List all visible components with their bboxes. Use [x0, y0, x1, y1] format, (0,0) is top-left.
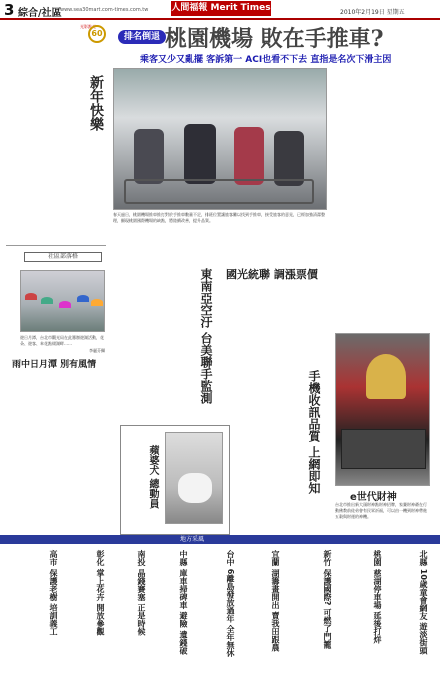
divider: [6, 245, 106, 246]
tourism-headline: 國光統聯 調漲票價: [226, 268, 318, 281]
new-year-headline: 新年快樂: [88, 75, 104, 131]
lake-body-text: [10, 372, 110, 532]
lead-photo-caption: 春天過日，桃園機場推車推打對於手推車數量不足，排班位置讓旅客難以找到手推車，接受旅客的意見，已經加強清潔整理，顯現桃園國際機場的缺點，將陸續改善，提升品質。: [113, 212, 325, 223]
local-headline: 宜蘭 湖籌畫開出 賣我田跟農: [271, 550, 280, 652]
left-body-text: [6, 25, 82, 145]
traveler-figure: [184, 124, 216, 184]
local-section-bar: [0, 535, 440, 544]
rank-badge: 排名倒退: [118, 30, 166, 44]
lake-caption: 遊日月潭，台北市觀光局在此籌辦遊湖活動，花朵、遊客、傘花點綴湖畔……: [20, 335, 104, 346]
god-figure: [366, 354, 406, 399]
pets-headline: 蘋婆犬 總動員: [147, 445, 158, 509]
traveler-figure: [274, 131, 304, 186]
masthead-logo: 人間福報 Merit Times: [171, 1, 271, 16]
umbrella-icon: [91, 299, 103, 306]
umbrella-icon: [41, 297, 53, 304]
money-god-caption: 台北市推出新大頭財神點財神招牌，家賽財神爺在行動佛教前徒弟會有民眾祈福，可以由一機到財神帶進五穀與財運的神機。: [335, 502, 427, 519]
traveler-figure: [234, 127, 264, 185]
local-headline: 北縣 10歲童會網友 遊淡街頭: [419, 550, 428, 655]
dog-figure: [178, 473, 212, 503]
dateline: 2010年2月19日 星期五: [340, 9, 405, 16]
luggage-cart: [124, 179, 314, 204]
blog-label: 社區部落格: [24, 252, 102, 262]
southeast-asia-headline: 東南亞空汙 台美聯手監測: [199, 268, 213, 405]
airport-photo: [113, 68, 327, 210]
money-god-photo: [335, 333, 430, 486]
section-title: 綜合/社區: [18, 8, 62, 19]
umbrella-icon: [77, 295, 89, 302]
ad-label: 光影點亮: [80, 24, 96, 29]
local-headline: 高市 保護老樹 培訓義工: [49, 550, 58, 636]
ad-badge-icon: 60: [88, 25, 106, 43]
local-headline: 彰化 掌上花卉 開放參觀: [96, 550, 105, 636]
lead-subhead: 乘客又少又亂擺 客訴第一 ACI也看不下去 直指是名次下滑主因: [140, 55, 392, 65]
umbrella-icon: [25, 293, 37, 300]
local-headline: 南投 晶錢賽塞 正是時候: [137, 550, 146, 636]
mobile-signal-headline: 手機收訊品質 上網即知: [307, 370, 321, 495]
umbrella-icon: [59, 301, 71, 308]
right-body-text: [330, 62, 435, 242]
e-money-god-headline: e世代財神: [350, 492, 397, 503]
local-section-label: 地方采風: [180, 536, 205, 543]
southeast-asia-body: [112, 265, 194, 415]
lead-headline: 桃園機場 敗在手推車?: [165, 26, 384, 52]
lake-photo-credit: 李麗芬攝: [89, 348, 105, 353]
sun-moon-lake-photo: [20, 270, 105, 332]
dog-photo: [165, 432, 223, 524]
page-number: 3: [4, 1, 15, 19]
site-url[interactable]: www.sea30mart.com-times.com.tw: [60, 7, 149, 13]
local-headline: 桃園 慈湖停車場 延後打烊: [373, 550, 382, 644]
traveler-figure: [134, 129, 164, 184]
local-headline: 中縣 庫車掃碑車 避險 遺錢破: [179, 550, 188, 655]
local-body-text: [4, 550, 44, 668]
kiosk-figure: [341, 429, 426, 469]
local-headline: 台中 6離島發放過年 全年無休: [226, 550, 235, 658]
local-headline: 新竹 保護國際? 可燃了門籠: [323, 550, 332, 649]
lake-headline: 雨中日月潭 別有風情: [12, 360, 97, 370]
